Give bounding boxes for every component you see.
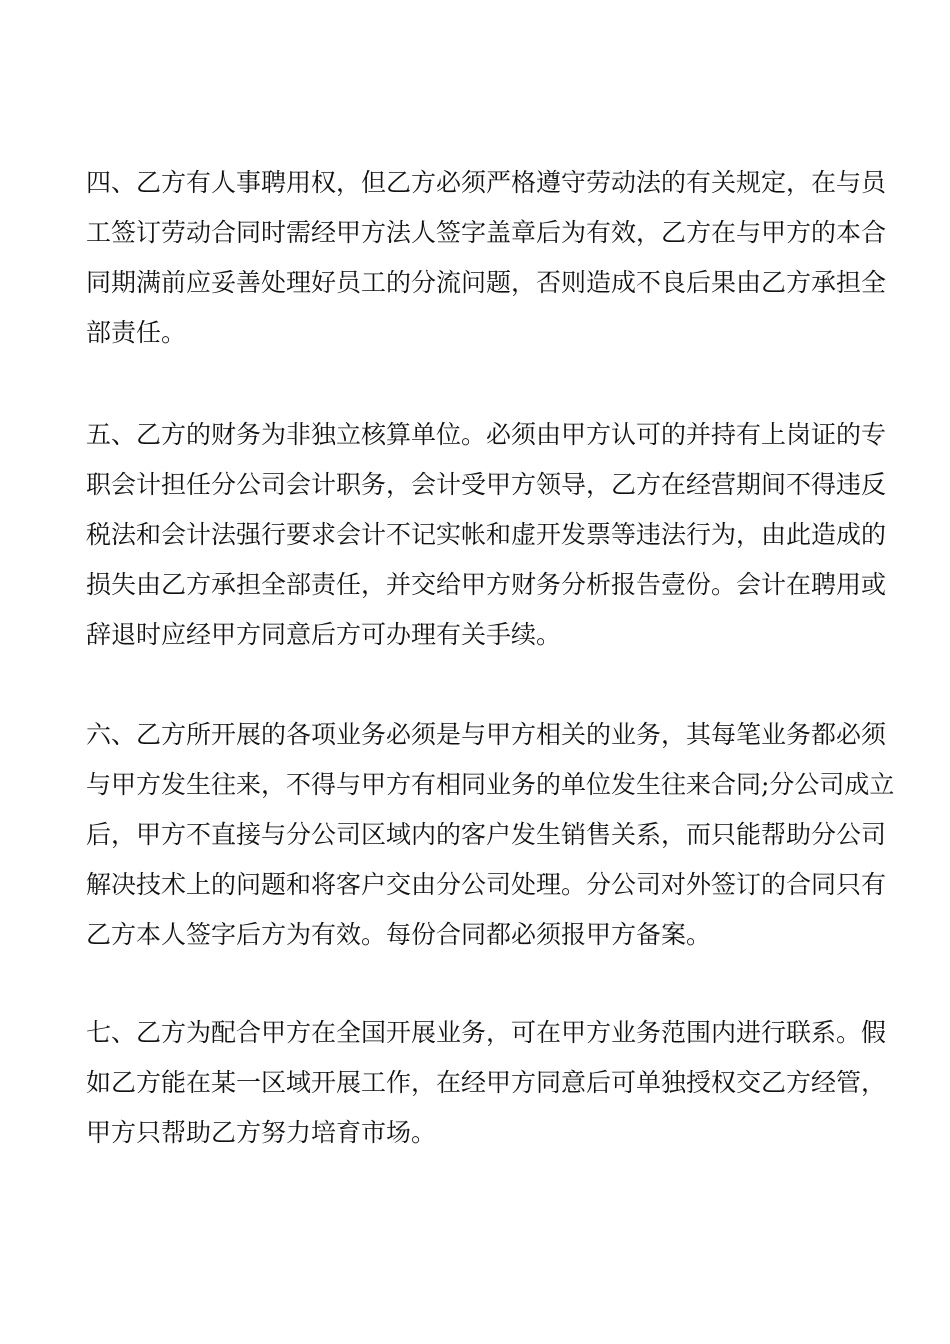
text-line: 职会计担任分公司会计职务，会计受甲方领导，乙方在经营期间不得违反 [86,470,887,499]
text-line: 与甲方发生往来，不得与甲方有相同业务的单位发生往来合同;分公司成立 [86,770,895,799]
text-line: 工签订劳动合同时需经甲方法人签字盖章后为有效，乙方在与甲方的本合 [86,218,887,247]
text-line: 部责任。 [86,318,187,347]
text-line: 四、乙方有人事聘用权，但乙方必须严格遵守劳动法的有关规定，在与员 [86,168,887,197]
text-line: 七、乙方为配合甲方在全国开展业务，可在甲方业务范围内进行联系。假 [86,1018,887,1047]
clause-seven-paragraph [86,1008,887,1158]
text-line: 五、乙方的财务为非独立核算单位。必须由甲方认可的并持有上岗证的专 [86,420,887,449]
text-line: 辞退时应经甲方同意后方可办理有关手续。 [86,620,562,649]
text-line: 甲方只帮助乙方努力培育市场。 [86,1118,437,1147]
clause-five-paragraph [86,410,887,660]
text-line: 后，甲方不直接与分公司区域内的客户发生销售关系，而只能帮助分公司 [86,820,887,849]
text-line: 税法和会计法强行要求会计不记实帐和虚开发票等违法行为，由此造成的 [86,520,887,549]
text-line: 如乙方能在某一区域开展工作，在经甲方同意后可单独授权交乙方经管， [86,1068,887,1097]
text-line: 解决技术上的问题和将客户交由分公司处理。分公司对外签订的合同只有 [86,870,887,899]
clause-four-paragraph [86,158,887,358]
text-line: 乙方本人签字后方为有效。每份合同都必须报甲方备案。 [86,920,712,949]
clause-six-paragraph [86,710,895,960]
text-line: 同期满前应妥善处理好员工的分流问题，否则造成不良后果由乙方承担全 [86,268,887,297]
text-line: 损失由乙方承担全部责任，并交给甲方财务分析报告壹份。会计在聘用或 [86,570,887,599]
text-line: 六、乙方所开展的各项业务必须是与甲方相关的业务，其每笔业务都必须 [86,720,887,749]
